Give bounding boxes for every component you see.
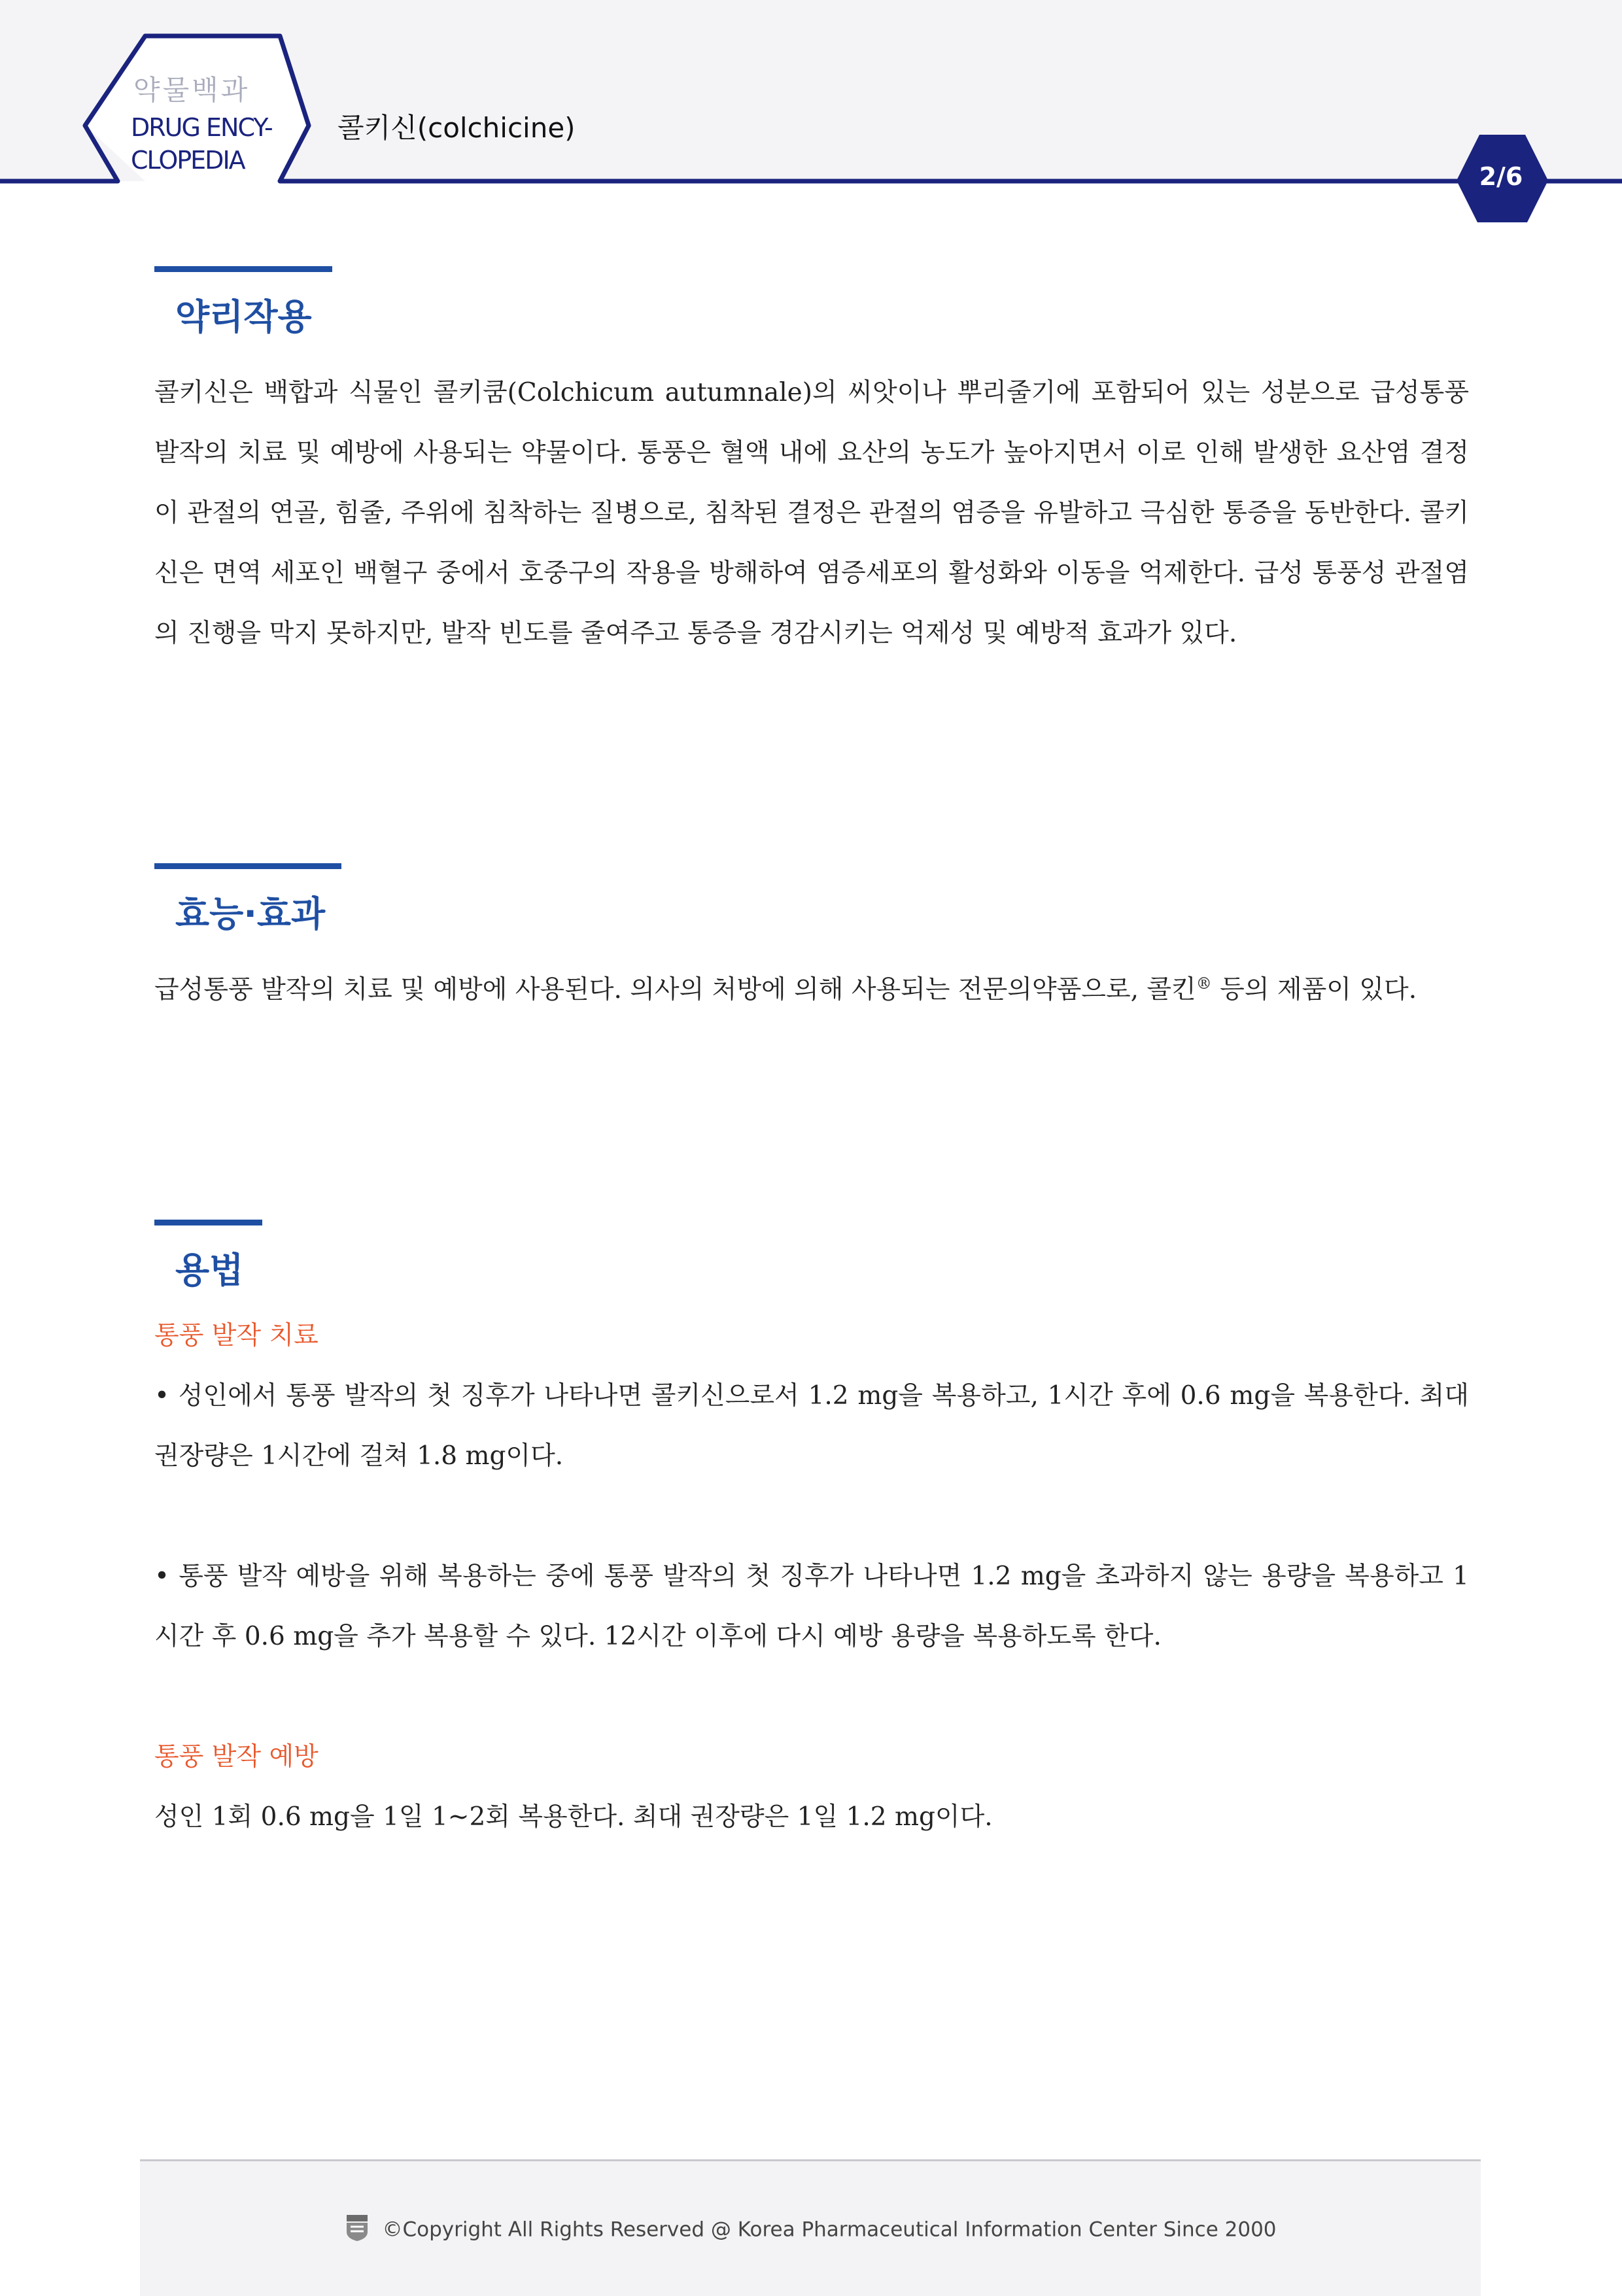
- logo-english-text: [131, 111, 288, 177]
- kpic-shield-icon: [344, 2214, 370, 2248]
- efficacy-text-after: 등의 제품이 있다.: [1211, 975, 1417, 1004]
- footer: [140, 2159, 1481, 2296]
- page-indicator: 2/6: [1479, 162, 1523, 191]
- section-pharmacology: [154, 266, 1469, 664]
- section-bar: [154, 863, 341, 869]
- section-title-efficacy: 효능·효과: [175, 893, 326, 934]
- efficacy-body: [154, 960, 1469, 1020]
- document-title: 콜키신(colchicine): [337, 112, 576, 144]
- copyright-text: ©Copyright All Rights Reserved @ Korea Pharmaceutical Information Center Since 2000: [382, 2218, 1277, 2242]
- paragraph-gap: [154, 1486, 1469, 1547]
- section-dosage: [154, 1220, 1469, 1847]
- logo-english-line1: DRUG ENCY-: [131, 113, 272, 142]
- logo-english-line2: CLOPEDIA: [131, 146, 245, 175]
- section-bar: [154, 266, 332, 272]
- treatment-bullet-2: • 통풍 발작 예방을 위해 복용하는 중에 통풍 발작의 첫 징후가 나타나면 1.2 mg을 초과하지 않는 용량을 복용하고 1시간 후 0.6 mg을 추가 복용할 수 있다. 12시간 이후에 다시 예방 용량을 복용하도록 한다.: [154, 1562, 1469, 1651]
- section-title-dosage: 용법: [175, 1250, 244, 1291]
- efficacy-text-before: 급성통풍 발작의 치료 및 예방에 사용된다. 의사의 처방에 의해 사용되는 전문의약품으로, 콜킨: [154, 975, 1196, 1004]
- registered-mark: ®: [1196, 974, 1212, 993]
- section-title-pharmacology: 약리작용: [175, 296, 312, 337]
- treatment-heading: 통풍 발작 치료: [154, 1321, 319, 1350]
- pharmacology-body: 콜키신은 백합과 식물인 콜키쿰(Colchicum autumnale)의 씨앗이나 뿌리줄기에 포함되어 있는 성분으로 급성통풍 발작의 치료 및 예방에 사용되는 약물이다. 통풍은 혈액 내에 요산의 농도가 높아지면서 이로 인해 발생한 요산염 결정이 관절의 연골, 힘줄, 주위에 침착하는 질병으로, 침착된 결정은 관절의 염증을 유발하고 극심한 통증을 동반한다. 콜키신은 면역 세포인 백혈구 중에서 호중구의 작용을 방해하여 염증세포의 활성화와 이동을 억제한다. 급성 통풍성 관절염의 진행을 막지 못하지만, 발작 빈도를 줄여주고 통증을 경감시키는 억제성 및 예방적 효과가 있다.: [154, 378, 1469, 648]
- treatment-bullet-1: • 성인에서 통풍 발작의 첫 징후가 나타나면 콜키신으로서 1.2 mg을 복용하고, 1시간 후에 0.6 mg을 복용한다. 최대 권장량은 1시간에 걸쳐 1.8 mg이다.: [154, 1381, 1469, 1471]
- footer-content: [140, 2214, 1481, 2248]
- logo-korean-text: 약물백과: [133, 74, 250, 106]
- prevention-body: 성인 1회 0.6 mg을 1일 1~2회 복용한다. 최대 권장량은 1일 1.2 mg이다.: [154, 1802, 993, 1832]
- section-bar: [154, 1220, 262, 1225]
- prevention-heading: 통풍 발작 예방: [154, 1742, 319, 1772]
- section-efficacy: [154, 863, 1469, 1020]
